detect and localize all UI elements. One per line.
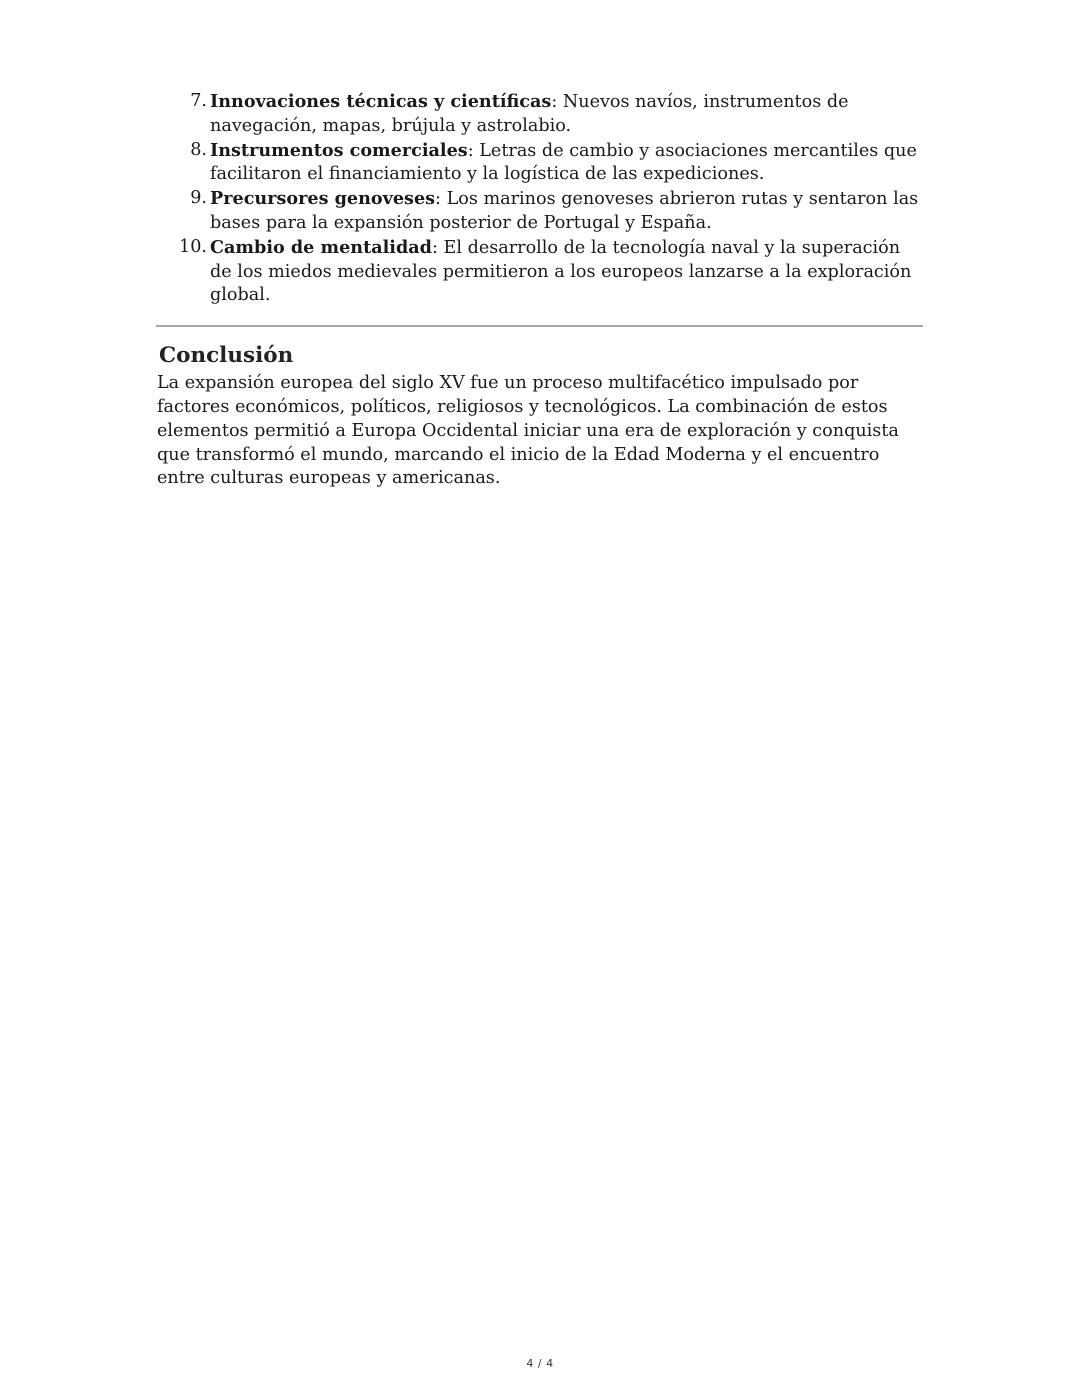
- list-item-title: Precursores genoveses: [210, 188, 436, 210]
- list-item-title: Cambio de mentalidad: [210, 236, 432, 258]
- list-item: [157, 187, 923, 236]
- list-item-text: : Nuevos navíos, instrumentos de navegación, mapas, brújula y astrolabio.: [210, 92, 849, 136]
- page-number: 4 / 4: [526, 1357, 554, 1370]
- list-item-number: 8.: [190, 139, 207, 160]
- list-item-text: : El desarrollo de la tecnología naval y la superación de los miedos medievales permitieron a los europeos lanzarse a la exploración global.: [210, 237, 912, 306]
- list-item-number: 7.: [190, 91, 207, 111]
- list-item: [157, 236, 923, 308]
- list-item-text: : Los marinos genoveses abrieron rutas y sentaron las bases para la expansión posterior de Portugal y España.: [210, 189, 919, 233]
- list-item-number: 9.: [190, 188, 207, 209]
- list-item-title: Innovaciones técnicas y científicas: [210, 91, 552, 112]
- numbered-list: [157, 90, 923, 308]
- list-item-number: 10.: [179, 236, 207, 257]
- section-divider: [156, 325, 923, 327]
- list-item: [157, 90, 923, 139]
- conclusion-heading: Conclusión: [159, 343, 294, 369]
- list-item: [157, 139, 923, 188]
- document-page: [157, 90, 923, 491]
- list-item-text: : Letras de cambio y asociaciones mercantiles que facilitaron el financiamiento y la logística de las expediciones.: [210, 140, 917, 185]
- list-item-title: Instrumentos comerciales: [210, 139, 468, 161]
- conclusion-paragraph: La expansión europea del siglo XV fue un proceso multifacético impulsado por factores económicos, políticos, religiosos y tecnológicos. La combinación de estos elementos permitió a Europa Occidental iniciar una era de exploración y conquista que transformó el mundo, marcando el inicio de la Edad Moderna y el encuentro entre culturas europeas y americanas.: [157, 373, 899, 489]
